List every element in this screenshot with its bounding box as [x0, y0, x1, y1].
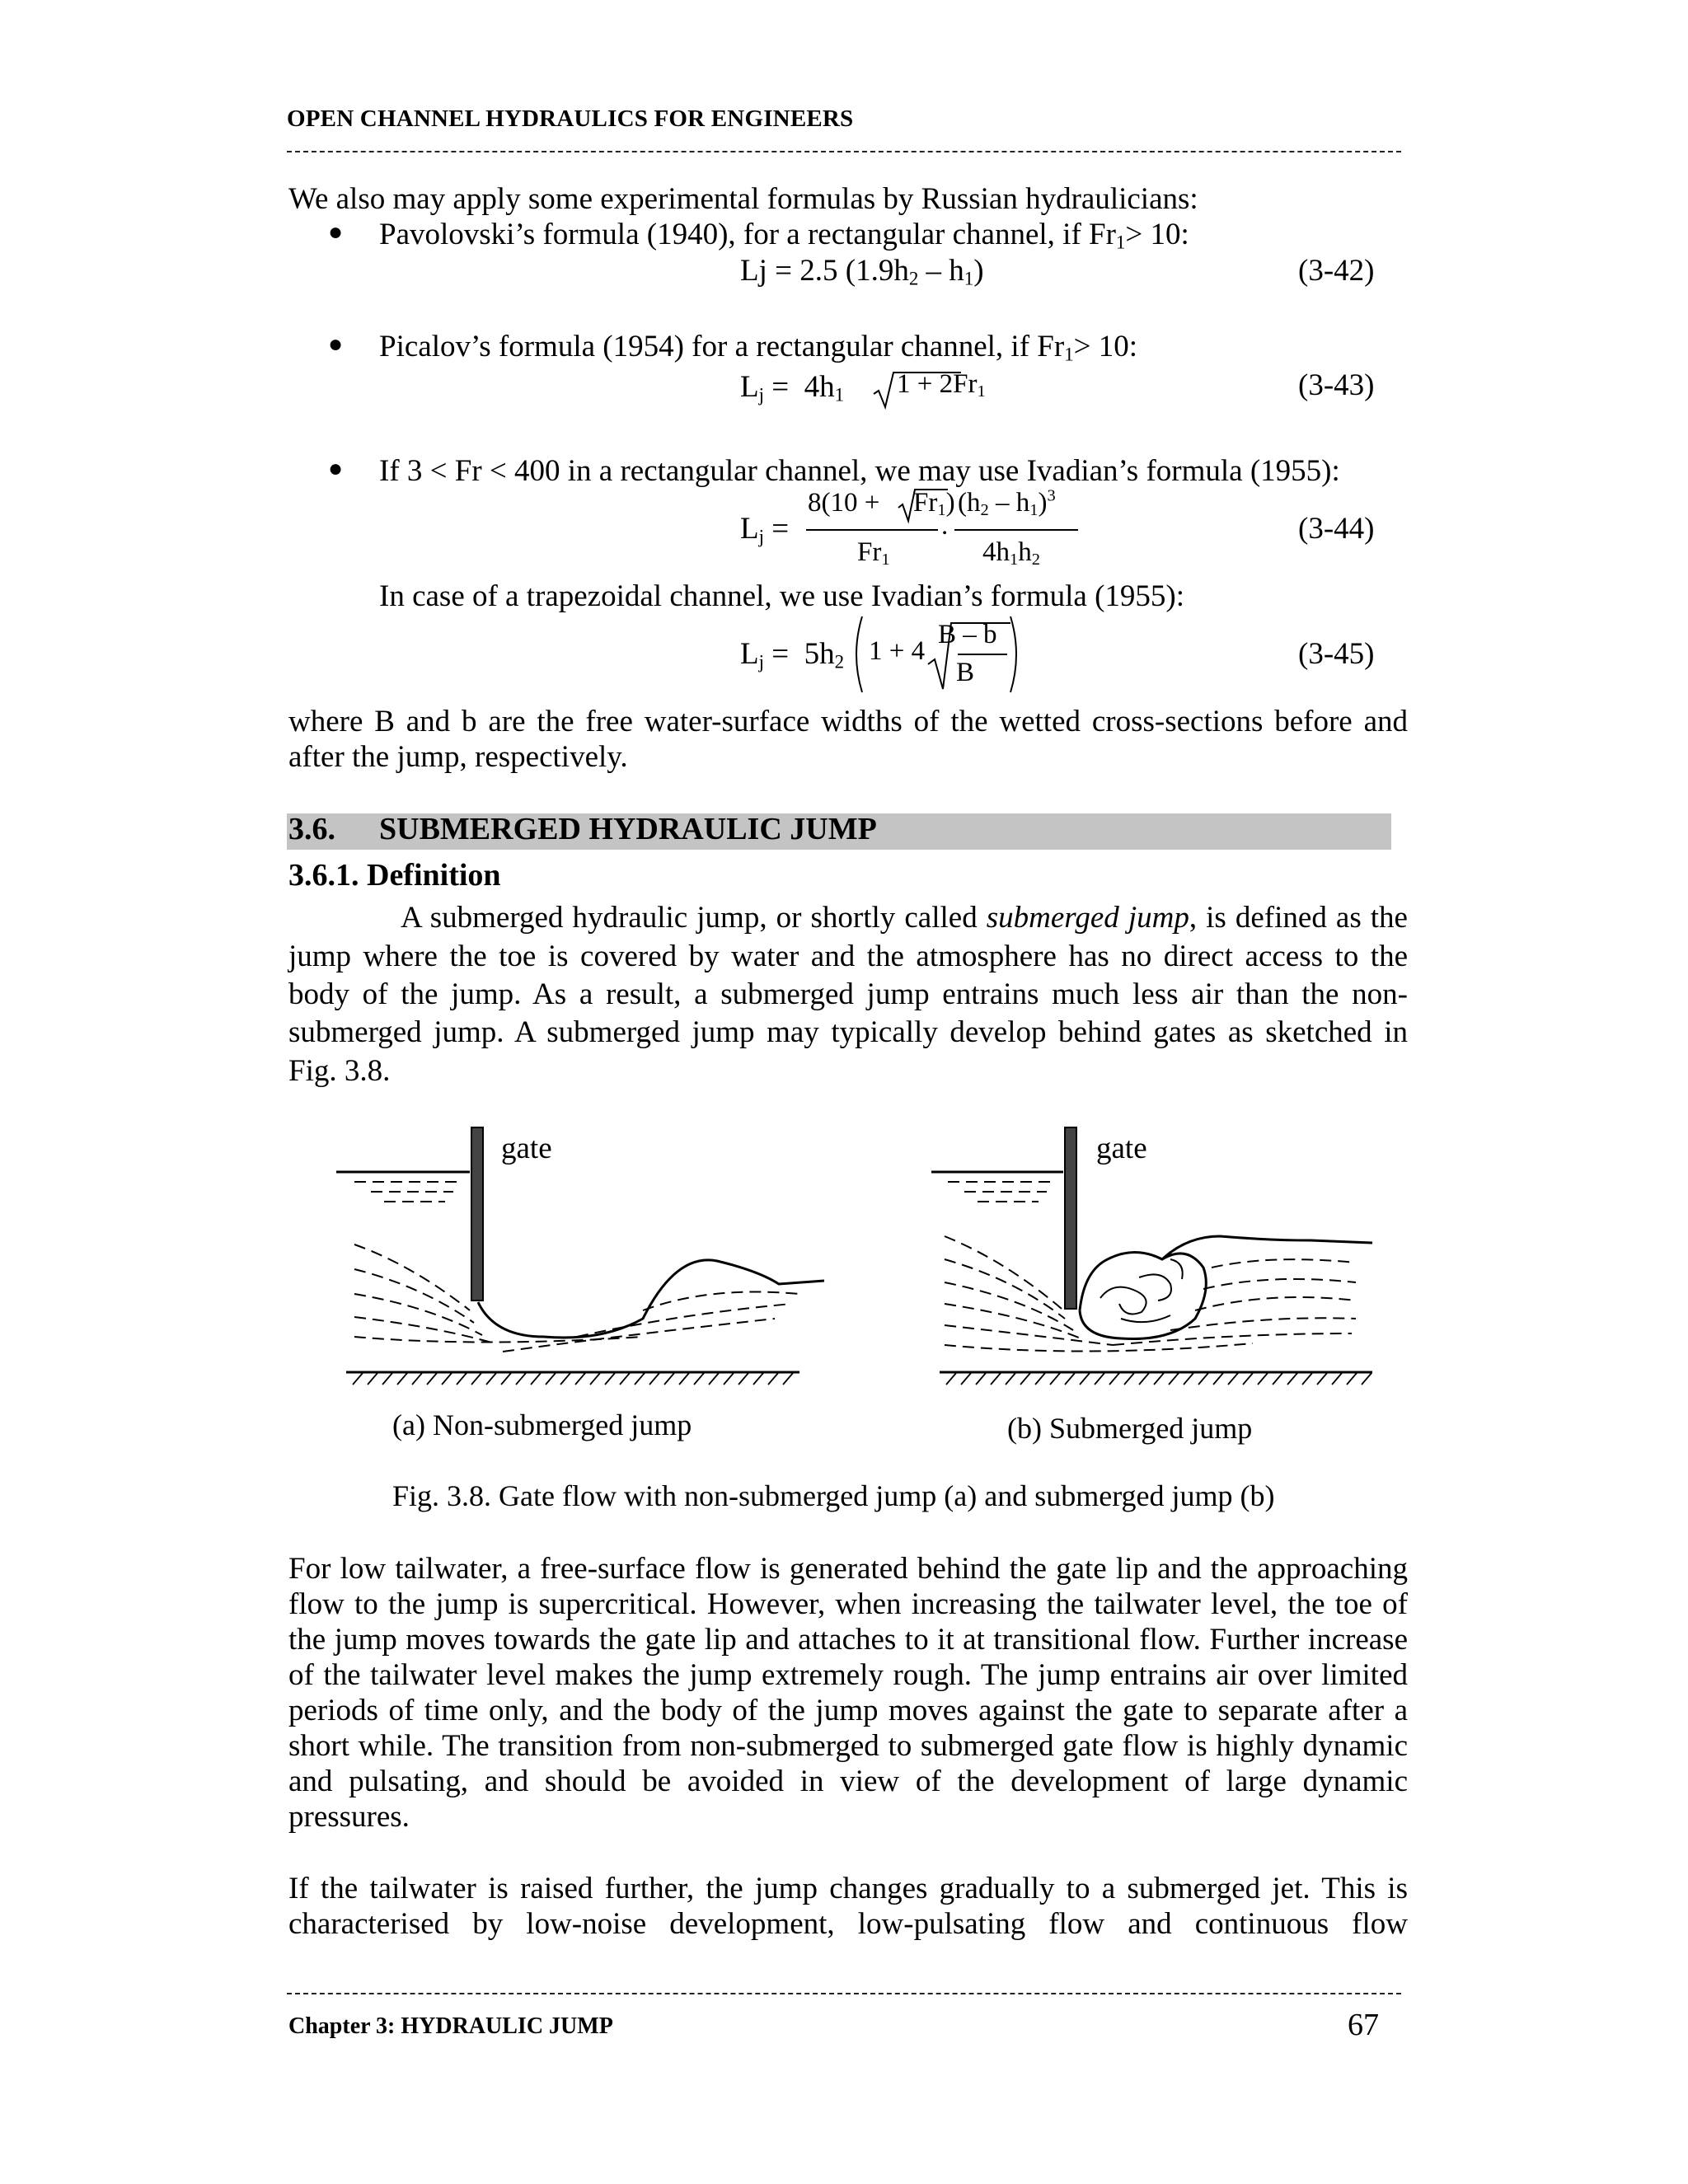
figure-label-a: (a) Non-submerged jump [392, 1408, 692, 1441]
formula-3-44-num1: 8(10 + [808, 488, 880, 518]
bullet-text-post: > 10: [1125, 218, 1189, 251]
footer-rule [287, 1993, 1401, 1994]
formula-3-45-den: B [956, 658, 975, 687]
paragraph-line: and pulsating, and should be avoided in view of the development of large dynamic [288, 1765, 1408, 1798]
bullet-icon: ● [328, 218, 344, 246]
bullet-sub: 1 [1115, 232, 1126, 253]
formula-3-42: Lj = 2.5 $(1.9h_2 - h_1)$ [740, 254, 984, 289]
definition-line: body of the jump. As a result, a submerged jump entrains much less air than the non- [288, 977, 1408, 1011]
paragraph-line: characterised by low-noise development, low-pulsating flow and continuous flow [288, 1907, 1408, 1941]
eq-number-3-44: (3-44) [1298, 512, 1375, 546]
eq-number-3-45: (3-45) [1298, 637, 1375, 671]
formula-3-44-num2: $(h_2 - h_1)^3$ [958, 486, 1056, 520]
trapezoidal-text: In case of a trapezoidal channel, we use Ivadian’s formula (1955): [379, 579, 1185, 613]
header-rule [287, 151, 1401, 152]
paragraph-line: short while. The transition from non-submerged to submerged gate flow is highly dynamic [288, 1729, 1408, 1763]
gate-label-a: gate [501, 1132, 552, 1165]
bullet-ivadian: If 3 < Fr < 400 in a rectangular channel, we may use Ivadian’s formula (1955): [379, 454, 1340, 488]
bullet-icon: ● [328, 455, 344, 482]
definition-line [401, 900, 1408, 936]
where-text-line: after the jump, respectively. [288, 740, 628, 774]
formula-3-45-num: B – b [938, 620, 997, 649]
definition-line: submerged jump. A submerged jump may typically develop behind gates as sketched in [288, 1015, 1408, 1049]
formula-3-44-den1: $Fr_1$ [857, 537, 890, 569]
formula-3-44-num1b: $Fr_1$) [913, 488, 955, 520]
bullet-picalov [379, 329, 1137, 365]
gate-label-b: gate [1096, 1132, 1147, 1165]
figure-a-non-submerged [330, 1121, 841, 1393]
paragraph-line: pressures. [288, 1800, 410, 1834]
definition-text: , is defined as the [1189, 901, 1408, 935]
formula-3-45-lhs: $L_j = 5h_2$ [740, 637, 845, 673]
paragraph-line: flow to the jump is supercritical. However, when increasing the tailwater level, the toe of [288, 1587, 1408, 1621]
bullet-text-post: > 10: [1073, 330, 1138, 363]
section-title: SUBMERGED HYDRAULIC JUMP [379, 812, 877, 846]
paragraph-line: the jump moves towards the gate lip and attaches to it at transitional flow. Further increase [288, 1623, 1408, 1657]
footer-chapter: Chapter 3: HYDRAULIC JUMP [288, 2013, 613, 2039]
eq-number-3-43: (3-43) [1298, 368, 1375, 402]
paragraph-line: periods of time only, and the body of the jump moves against the gate to separate after a [288, 1694, 1408, 1727]
section-number: 3.6. [288, 812, 335, 846]
paragraph-line: of the tailwater level makes the jump extremely rough. The jump entrains air over limited [288, 1658, 1408, 1692]
figure-label-b: (b) Submerged jump [1007, 1412, 1253, 1445]
eq-number-3-42: (3-42) [1298, 254, 1375, 288]
bullet-text: Picalov’s formula (1954) for a rectangular channel, if Fr [379, 330, 1065, 363]
fraction-bar [806, 529, 938, 531]
figure-caption: Fig. 3.8. Gate flow with non-submerged jump (a) and submerged jump (b) [392, 1479, 1275, 1512]
running-header: OPEN CHANNEL HYDRAULICS FOR ENGINEERS [287, 105, 854, 132]
formula-3-43-radicand: $1 + 2Fr_1$ [897, 369, 986, 401]
bullet-pavolovski [379, 217, 1189, 253]
formula-3-43: $L_j = 4h_1$ [740, 370, 845, 405]
bullet-text: Pavolovski’s formula (1940), for a rectangular channel, if Fr [379, 218, 1116, 251]
figure-b-submerged [923, 1121, 1385, 1393]
fraction-bar [954, 529, 1078, 531]
definition-line: Fig. 3.8. [288, 1054, 391, 1088]
formula-3-44-lhs: $L_j$ = [740, 512, 790, 547]
definition-text: A submerged hydraulic jump, or shortly called [401, 901, 987, 935]
paragraph-line: If the tailwater is raised further, the jump changes gradually to a submerged jet. This is [288, 1872, 1408, 1905]
formula-3-44-dot: . [941, 511, 949, 541]
paragraph-line: For low tailwater, a free-surface flow is generated behind the gate lip and the approaching [288, 1552, 1408, 1586]
definition-italic: submerged jump [986, 901, 1189, 935]
subsection-heading [288, 857, 501, 893]
subsection-title: Definition [367, 858, 501, 893]
bullet-sub: 1 [1064, 344, 1074, 365]
bullet-icon: ● [328, 330, 344, 358]
where-text-line: where B and b are the free water-surface widths of the wetted cross-sections before and [288, 705, 1408, 738]
intro-text: We also may apply some experimental formulas by Russian hydraulicians: [288, 182, 1198, 216]
definition-line: jump where the toe is covered by water and the atmosphere has no direct access to the [288, 940, 1408, 973]
page-number: 67 [1348, 2008, 1379, 2042]
subsection-number: 3.6.1. [288, 858, 359, 893]
formula-3-45-inner: 1 + 4 [869, 636, 926, 666]
formula-3-44-den2: $4h_1h_2$ [982, 537, 1040, 569]
